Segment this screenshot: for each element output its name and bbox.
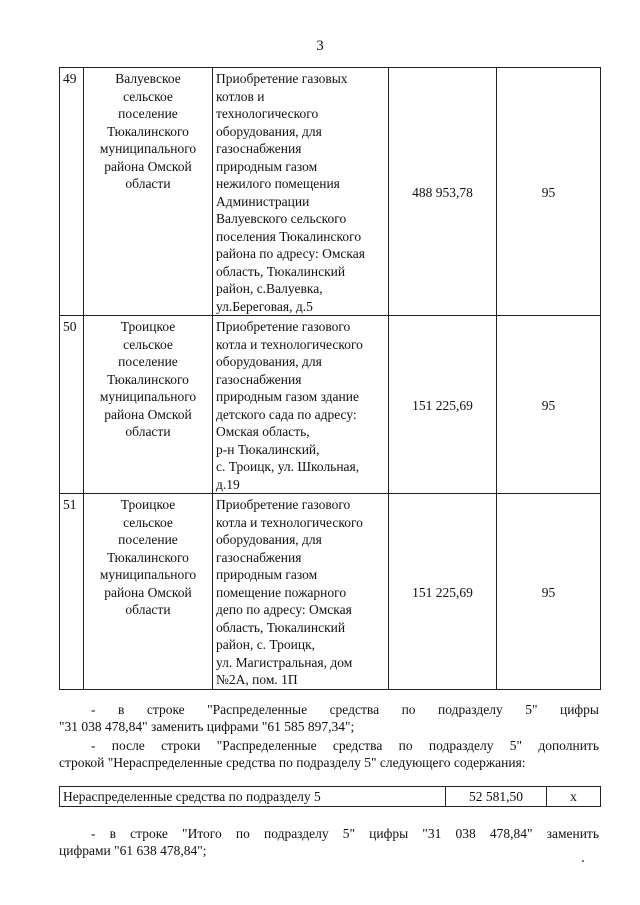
municipality-name-line: района Омской	[104, 158, 192, 174]
page-number: 3	[316, 38, 324, 54]
allocation-table	[59, 67, 601, 690]
purpose-line: оборудования, для	[216, 123, 322, 139]
municipality-name-line: Валуевское	[115, 71, 181, 86]
purpose-line: д.19	[216, 476, 240, 492]
municipality-name-line: района Омской	[104, 406, 192, 422]
table-row	[60, 68, 601, 316]
purpose-line: депо по адресу: Омская	[216, 602, 352, 617]
paragraph-replace-distributed	[59, 701, 599, 735]
table-row	[60, 316, 601, 494]
purpose-line: природным газом	[216, 158, 318, 174]
municipality-name-line: области	[125, 176, 171, 191]
purpose-line: Приобретение газовых	[216, 71, 348, 86]
municipality-name-line: Тюкалинского	[107, 123, 189, 139]
purpose-line: район, с. Троицк,	[216, 637, 316, 652]
cofinancing-percent: 95	[497, 494, 601, 690]
cofinancing-percent: 95	[497, 316, 601, 494]
purpose-line: технологического	[216, 106, 319, 121]
purpose-line: Омская область,	[216, 424, 310, 439]
purpose-line: №2А, пом. 1П	[216, 672, 298, 687]
purpose-description	[213, 494, 389, 690]
paragraph-replace-total	[59, 825, 599, 859]
municipality-name-line: Троицкое	[120, 497, 176, 512]
table-row	[60, 787, 601, 807]
paragraph-add-undistributed	[59, 737, 599, 771]
purpose-line: нежилого помещения	[216, 176, 340, 191]
purpose-line: район, с.Валуевка,	[216, 281, 323, 296]
purpose-line: поселения Тюкалинского	[216, 228, 362, 244]
municipality-name-line: сельское	[123, 336, 173, 352]
row-number: 50	[60, 316, 84, 494]
purpose-line: котлов и	[216, 88, 265, 104]
allocation-table-body	[60, 68, 601, 690]
purpose-line: газоснабжения	[216, 141, 302, 156]
municipality-name-line: муниципального	[99, 141, 197, 156]
purpose-line: р-н Тюкалинский,	[216, 441, 320, 457]
purpose-line: ул.Береговая, д.5	[216, 298, 313, 314]
municipality-name	[84, 316, 213, 494]
purpose-line: котла и технологического	[216, 336, 363, 352]
undistributed-table	[59, 786, 601, 807]
purpose-line: Приобретение газового	[216, 497, 351, 512]
purpose-line: Администрации	[216, 193, 310, 209]
paragraph-line: - после строки "Распределенные средства по подразделу 5" дополнить	[91, 738, 599, 753]
purpose-line: оборудования, для	[216, 532, 322, 547]
municipality-name-line: муниципального	[99, 567, 197, 582]
paragraph-line: "31 038 478,84" заменить цифрами "61 585 897,34";	[59, 719, 355, 734]
municipality-name	[84, 68, 213, 316]
cofinancing-percent: 95	[497, 68, 601, 316]
row-number: 51	[60, 494, 84, 690]
purpose-line: природным газом	[216, 567, 318, 582]
subsidy-amount: 488 953,78	[389, 68, 497, 316]
purpose-line: помещение пожарного	[216, 584, 347, 600]
purpose-line: Приобретение газового	[216, 319, 351, 334]
purpose-line: газоснабжения	[216, 549, 302, 565]
undistributed-label: Нераспределенные средства по подразделу 5	[60, 787, 446, 807]
table-row	[60, 494, 601, 690]
paragraph-line: цифрами "61 638 478,84";	[59, 843, 207, 858]
purpose-line: котла и технологического	[216, 514, 363, 530]
subsidy-amount: 151 225,69	[389, 494, 497, 690]
municipality-name-line: района Омской	[104, 584, 192, 600]
undistributed-mark: х	[547, 787, 601, 807]
paragraph-line: строкой "Нераспределенные средства по подразделу 5" следующего содержания:	[59, 755, 526, 770]
purpose-line: природным газом здание	[216, 389, 359, 404]
undistributed-amount: 52 581,50	[446, 787, 547, 807]
municipality-name-line: области	[125, 424, 171, 439]
purpose-line: Валуевского сельского	[216, 211, 347, 226]
municipality-name-line: Тюкалинского	[107, 371, 189, 387]
row-number: 49	[60, 68, 84, 316]
municipality-name-line: сельское	[123, 88, 173, 104]
purpose-line: область, Тюкалинский	[216, 263, 346, 279]
purpose-line: оборудования, для	[216, 354, 322, 369]
subsidy-amount: 151 225,69	[389, 316, 497, 494]
purpose-line: района по адресу: Омская	[216, 246, 365, 261]
purpose-line: ул. Магистральная, дом	[216, 654, 353, 670]
purpose-line: газоснабжения	[216, 371, 302, 387]
purpose-line: детского сада по адресу:	[216, 406, 357, 422]
paragraph-line: - в строке "Распределенные средства по подразделу 5" цифры	[91, 702, 599, 717]
municipality-name	[84, 494, 213, 690]
municipality-name-line: поселение	[118, 532, 178, 547]
municipality-name-line: Тюкалинского	[107, 549, 189, 565]
purpose-description	[213, 68, 389, 316]
municipality-name-line: поселение	[118, 354, 178, 369]
municipality-name-line: Троицкое	[120, 319, 176, 334]
scan-speck	[582, 860, 584, 862]
municipality-name-line: поселение	[118, 106, 178, 121]
purpose-description	[213, 316, 389, 494]
paragraph-line: - в строке "Итого по подразделу 5" цифры "31 038 478,84" заменить	[91, 826, 599, 841]
municipality-name-line: муниципального	[99, 389, 197, 404]
purpose-line: область, Тюкалинский	[216, 619, 346, 635]
municipality-name-line: сельское	[123, 514, 173, 530]
municipality-name-line: области	[125, 602, 171, 617]
purpose-line: с. Троицк, ул. Школьная,	[216, 459, 360, 474]
